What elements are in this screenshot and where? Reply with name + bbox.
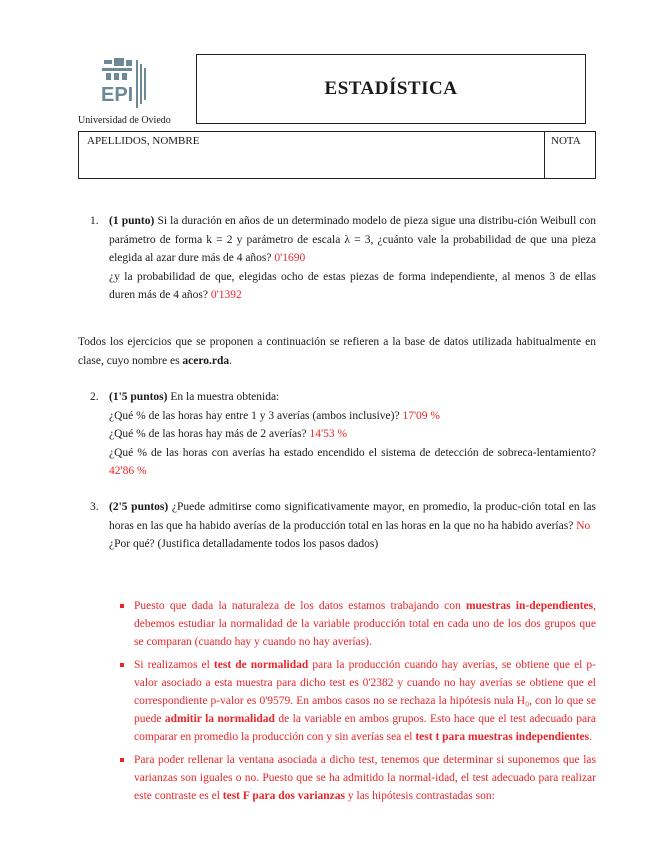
intro-end: . [229,354,233,367]
question-number: 2. [90,391,99,403]
question-text: ¿Puede admitirse como significativamente mayor, en promedio, la produc-ción total en las horas en las que ha habido averías de la producción total en las horas en la que no ha habido averías? [109,501,596,532]
name-grade-box [78,131,596,179]
question-points: (1'5 puntos) [109,391,168,403]
list-item [118,656,596,747]
question-text: ¿y la probabilidad de que, elegidas ocho de estas piezas de forma independiente, al menos 3 de ellas duren más de 4 años? [109,270,596,301]
bullet-text: Para poder rellenar la ventana asociada a dicho test, tenemos que determinar si suponemos que las varianzas son iguales o no. Puesto que se ha admitido la normal-idad, el test adecuado para realizar este contraste es el [134,753,596,803]
bullet-text: de la variable en ambos grupos. Esto hace que el test adecuado para comparar en promedio la producción con y sin averías sea el [134,713,596,744]
question-2 [90,388,596,481]
question-points: (2'5 puntos) [109,501,169,513]
answer-value: 42'86 % [109,465,147,477]
bullet-text: . [589,731,592,744]
university-logo [100,58,154,112]
page-title: ESTADÍSTICA [324,78,458,99]
answer-value: No [576,519,591,532]
bullet-text: Si realizamos el [134,658,214,671]
bullet-bold: test de normalidad [213,658,309,671]
question-text: En la muestra obtenida: [167,391,280,403]
dataset-name: acero.rda [182,354,230,367]
answer-value: 0'1392 [210,289,242,301]
bullet-bold: test t para muestras independientes [415,731,590,744]
answer-value: 14'53 % [309,428,348,440]
logo-text: EPI [101,84,134,106]
answer-list [118,597,596,809]
bullet-bold: muestras in-dependientes [465,600,594,612]
question-1 [90,212,596,305]
grade-label: NOTA [551,135,581,147]
question-text: Si la duración en años de un determinado modelo de pieza sigue una distribu-ción Weibull con parámetro de forma k = 2 y parámetro de escala λ = 3, ¿cuánto vale la probabilidad de que una pieza elegida al azar dure más de 4 años? [109,215,596,264]
name-label: APELLIDOS, NOMBRE [87,135,200,147]
list-item [118,597,596,652]
answer-value: 0'1690 [274,252,306,264]
bullet-text: para la producción cuando hay averías, se obtiene que el p-valor asociado a esta muestra para dicho test es 0'2382 y cuando no hay averías se obtiene que el correspondiente p-valor es 0'9579. En ambos casos no se rechaza la hipótesis nula H₀, con lo que se puede [134,658,597,726]
box-divider [544,132,545,178]
list-item [118,751,596,806]
question-number: 3. [90,501,99,513]
question-text: ¿Qué % de las horas con averías ha estado encendido el sistema de detección de sobreca-lentamiento? [109,446,596,459]
question-3 [90,498,596,554]
intro-paragraph [78,333,596,370]
bullet-bold: test F para dos varianzas [222,790,345,803]
question-text: ¿Qué % de las horas hay más de 2 averías? [109,428,310,440]
question-points: (1 punto) [109,215,155,227]
title-box [196,54,586,124]
answer-value: 17'09 % [402,409,440,422]
bullet-text: y las hipótesis contrastadas son: [345,790,495,803]
question-text: ¿Qué % de las horas hay entre 1 y 3 averías (ambos inclusive)? [109,409,403,422]
question-text: ¿Por qué? (Justifica detalladamente todos los pasos dados) [109,538,379,550]
university-name: Universidad de Oviedo [78,115,171,126]
bullet-bold: admitir la normalidad [164,713,275,726]
bullet-text: , debemos estudiar la normalidad de la variable producción total en cada uno de los dos grupos que se comparan (cuando hay y cuando no hay averías). [134,600,596,649]
question-number: 1. [90,215,99,227]
bullet-text: Puesto que dada la naturaleza de los datos estamos trabajando con [134,600,466,612]
intro-text: Todos los ejercicios que se proponen a continuación se refieren a la base de datos utilizada habitualmente en clase, cuyo nombre es [78,336,596,367]
